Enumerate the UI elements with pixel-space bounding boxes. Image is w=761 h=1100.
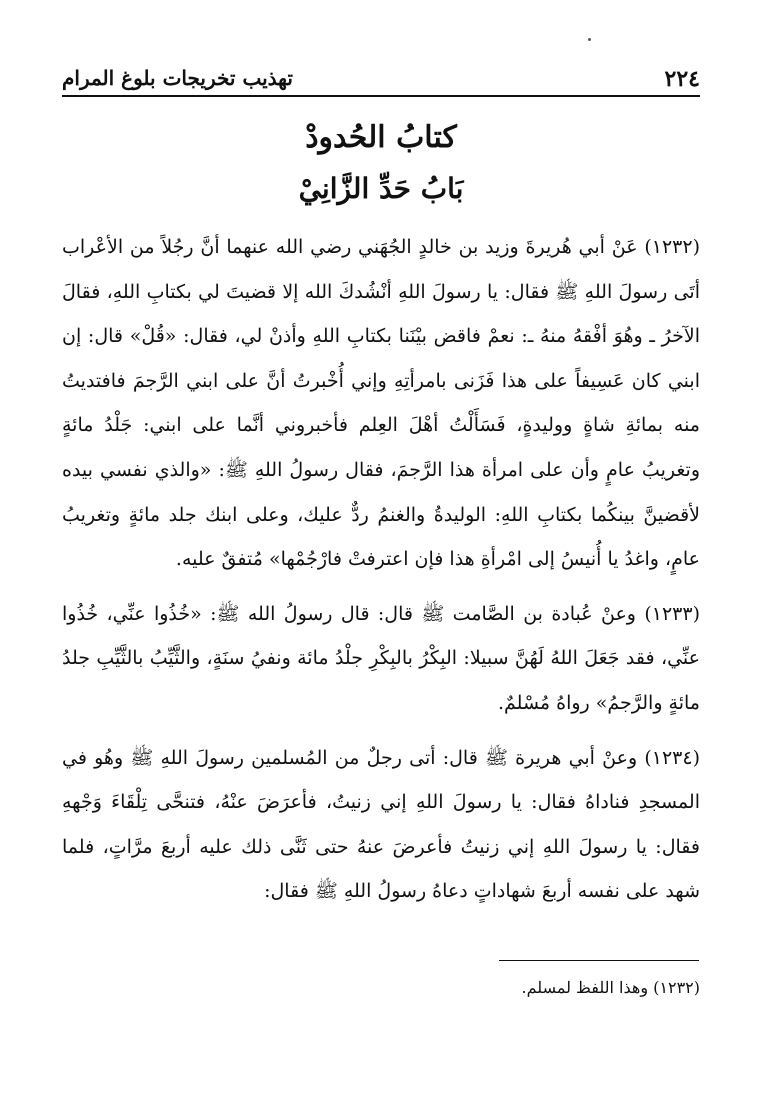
chapter-title: بَابُ حَدِّ الزَّانِيْ <box>298 172 464 205</box>
header-divider <box>62 95 700 97</box>
page-header <box>62 62 700 94</box>
page-number: ٢٢٤ <box>664 66 700 92</box>
book-title: كتابُ الحُدودْ <box>305 120 457 155</box>
hadith-body <box>62 225 700 914</box>
running-title: تهذيب تخريجات بلوغ المرام <box>62 66 293 90</box>
hadith-1233: (١٢٣٣) وعنْ عُبادة بن الصَّامت ﷺ قال: قال رسولُ الله ﷺ: «خُذُوا عنِّي، خُذُوا عنِّي، فقد جَعَلَ اللهُ لَهُنَّ سبيلا: البِكْرُ بالبِكْرِ جلْدُ مائة ونفيُ سنَةٍ، والثَّيِّبُ بالثَّيِّبِ جلدُ مائةٍ والرَّجمُ» رواهُ مُسْلمٌ. <box>62 602 700 714</box>
footnote-divider <box>499 960 699 961</box>
hadith-1234: (١٢٣٤) وعنْ أبي هريرة ﷺ قال: أتى رجلٌ من المُسلمين رسولَ اللهِ ﷺ وهُو في المسجدِ فناداهُ فقال: يا رسولَ اللهِ إني زنيتُ، فأعرَضَ عنْهُ، فتنحَّى تِلْقَاءَ وَجْههِ فقال: يا رسولَ اللهِ إني زنيتُ فأعرضَ عنهُ حتى ثَنَّى ذلك عليه أربعَ مرَّاتٍ، فلما شهد على نفسه أربعَ شهاداتٍ دعاهُ رسولُ اللهِ ﷺ فقال: <box>62 746 700 903</box>
scan-dot-mark <box>588 38 591 41</box>
footnote: (١٢٣٢) وهذا اللفظ لمسلم. <box>521 978 700 997</box>
hadith-1232: (١٢٣٢) عَنْ أبي هُريرةَ وزيد بن خالدٍ الجُهَني رضي الله عنهما أنَّ رجُلاً من الأعْراب أتَى رسولَ اللهِ ﷺ فقال: يا رسولَ اللهِ أنْشُدكَ الله إلا قضيتَ لي بكتابِ اللهِ، فقالَ الآخرُ ـ وهُوَ أفْقهُ منهُ ـ: نعمْ فاقض بيْنَنا بكتابِ اللهِ وأذنْ لي، فقال: «قُلْ» قال: إن ابني كان عَسِيفاً على هذا فَزَنى بامرأتِهِ وإني أُخْبرتُ أنَّ على ابني الرَّجمَ فافتديتُ منه بمائةِ شاةٍ ووليدةٍ، فَسَأَلْتُ أهْلَ العِلم فأخبروني أنَّما على ابني: جَلْدُ مائةٍ وتغريبُ عامٍ وأن على امرأة هذا الرَّجمَ، فقال رسولُ اللهِ ﷺ: «والذي نفسي بيده لأقضينَّ بينكُما بكتابِ اللهِ: الوليدةُ والغنمُ ردٌّ عليك، وعلى ابنك جلد مائةٍ وتغريبُ عامٍ، واغدُ يا أُنيسُ إلى امْرأةِ هذا فإن اعترفتْ فارْجُمْها» مُتفقٌ عليه. <box>62 236 700 571</box>
